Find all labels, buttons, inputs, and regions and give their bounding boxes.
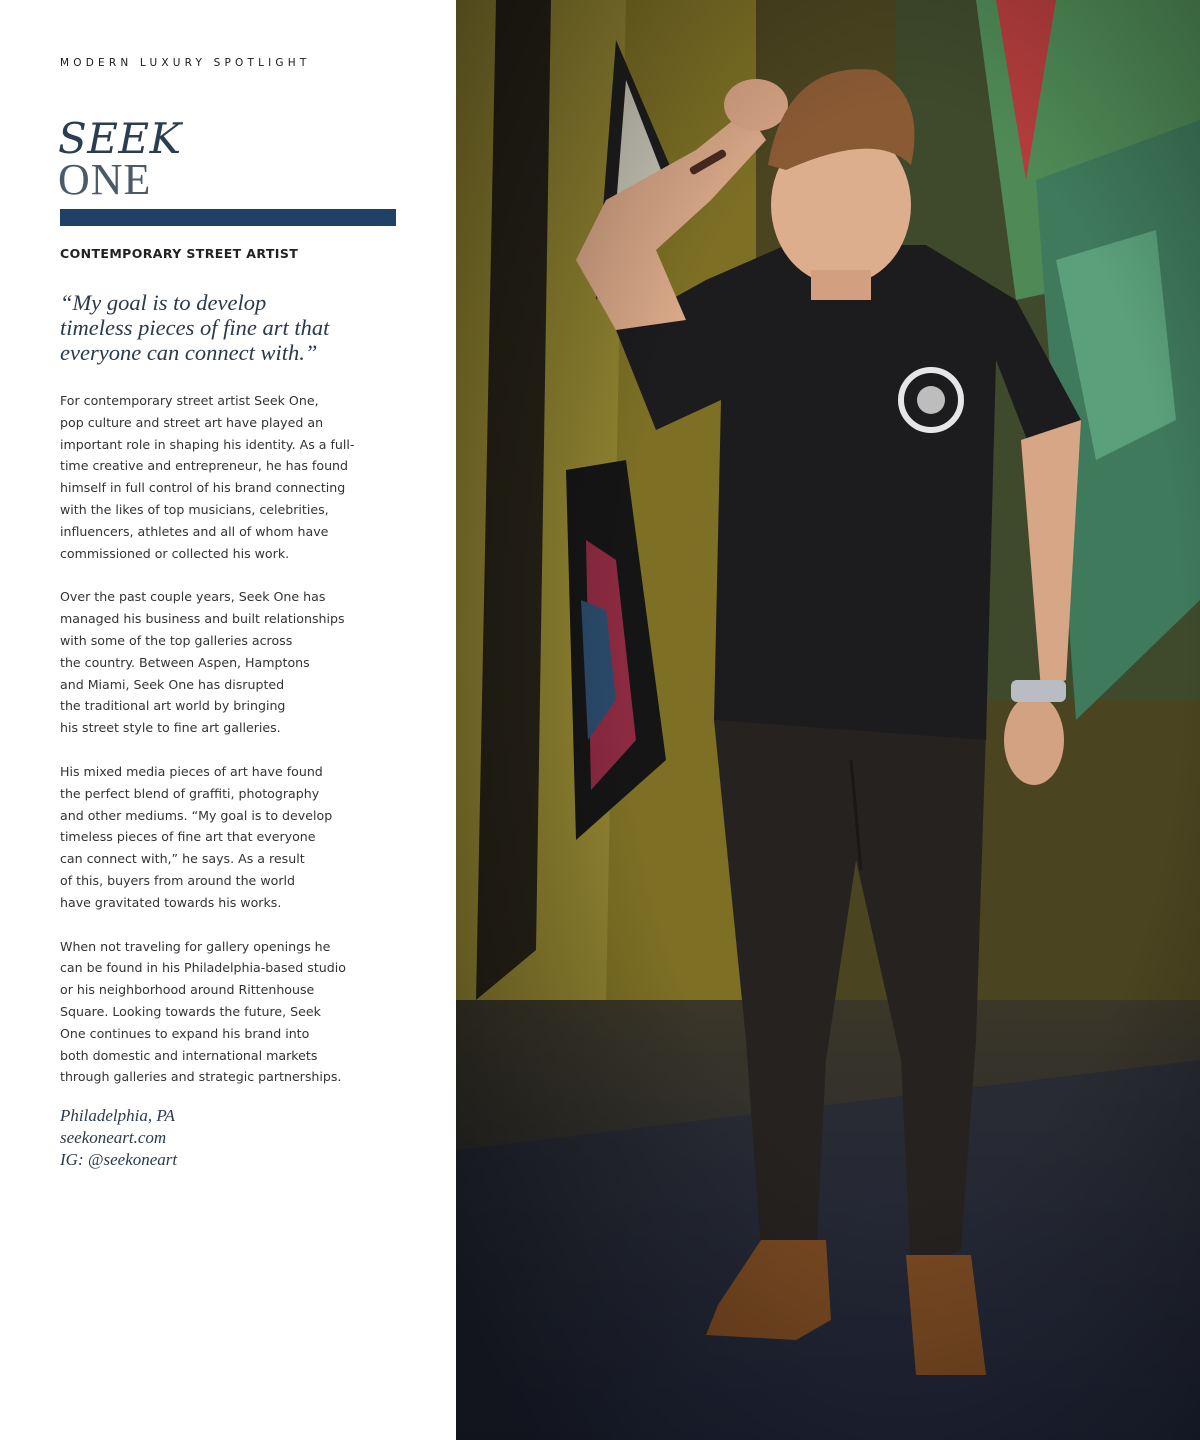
artist-portrait-photo xyxy=(456,0,1200,1440)
body-line: One continues to expand his brand into xyxy=(60,1025,310,1041)
body-line: the country. Between Aspen, Hamptons xyxy=(60,654,310,670)
body-line: and Miami, Seek One has disrupted xyxy=(60,676,285,692)
website-link[interactable]: seekoneart.com xyxy=(60,1128,167,1147)
portrait-illustration xyxy=(456,0,1200,1440)
body-line: important role in shaping his identity. As a full- xyxy=(60,436,355,452)
body-paragraph-2 xyxy=(60,586,390,739)
body-line: Over the past couple years, Seek One has xyxy=(60,589,326,605)
body-line: with some of the top galleries across xyxy=(60,632,293,648)
body-line: through galleries and strategic partnerships. xyxy=(60,1069,342,1085)
body-line: himself in full control of his brand connecting xyxy=(60,480,346,496)
body-line: and other mediums. “My goal is to develop xyxy=(60,807,333,823)
pull-quote-line: timeless pieces of fine art that xyxy=(60,315,330,340)
body-line: his street style to fine art galleries. xyxy=(60,720,281,736)
body-line: timeless pieces of fine art that everyone xyxy=(60,829,316,845)
article-body xyxy=(60,390,390,1110)
body-line: of this, buyers from around the world xyxy=(60,872,295,888)
location-text: Philadelphia, PA xyxy=(60,1106,175,1125)
body-line: or his neighborhood around Rittenhouse xyxy=(60,982,315,998)
body-line: When not traveling for gallery openings he xyxy=(60,938,331,954)
body-line: His mixed media pieces of art have found xyxy=(60,763,323,779)
body-line: the traditional art world by bringing xyxy=(60,698,286,714)
body-line: managed his business and built relationships xyxy=(60,611,345,627)
instagram-handle[interactable]: IG: @seekoneart xyxy=(60,1150,178,1169)
body-paragraph-1 xyxy=(60,390,390,564)
body-line: pop culture and street art have played an xyxy=(60,414,324,430)
body-line: the perfect blend of graffiti, photography xyxy=(60,785,320,801)
body-line: time creative and entrepreneur, he has found xyxy=(60,458,349,474)
body-line: Square. Looking towards the future, Seek xyxy=(60,1003,321,1019)
body-paragraph-3 xyxy=(60,761,390,914)
body-paragraph-4 xyxy=(60,936,390,1089)
body-line: For contemporary street artist Seek One, xyxy=(60,393,319,408)
pull-quote xyxy=(60,290,360,365)
section-kicker: MODERN LUXURY SPOTLIGHT xyxy=(60,57,311,69)
body-line: influencers, athletes and all of whom have xyxy=(60,523,329,539)
pull-quote-line: “My goal is to develop xyxy=(60,290,267,315)
pull-quote-line: everyone can connect with.” xyxy=(60,340,318,365)
article-column xyxy=(0,0,456,1440)
title-line-1: SEEK xyxy=(58,114,182,163)
artist-name-title xyxy=(58,114,182,204)
accent-rule xyxy=(60,209,396,226)
body-line: commissioned or collected his work. xyxy=(60,545,290,561)
title-line-2: ONE xyxy=(58,155,152,204)
body-line: both domestic and international markets xyxy=(60,1047,318,1063)
artist-subtitle: CONTEMPORARY STREET ARTIST xyxy=(60,246,299,261)
body-line: can connect with,” he says. As a result xyxy=(60,851,305,867)
contact-info xyxy=(60,1105,177,1171)
body-line: can be found in his Philadelphia-based studio xyxy=(60,960,346,976)
body-line: have gravitated towards his works. xyxy=(60,894,282,910)
body-line: with the likes of top musicians, celebrities, xyxy=(60,501,329,517)
